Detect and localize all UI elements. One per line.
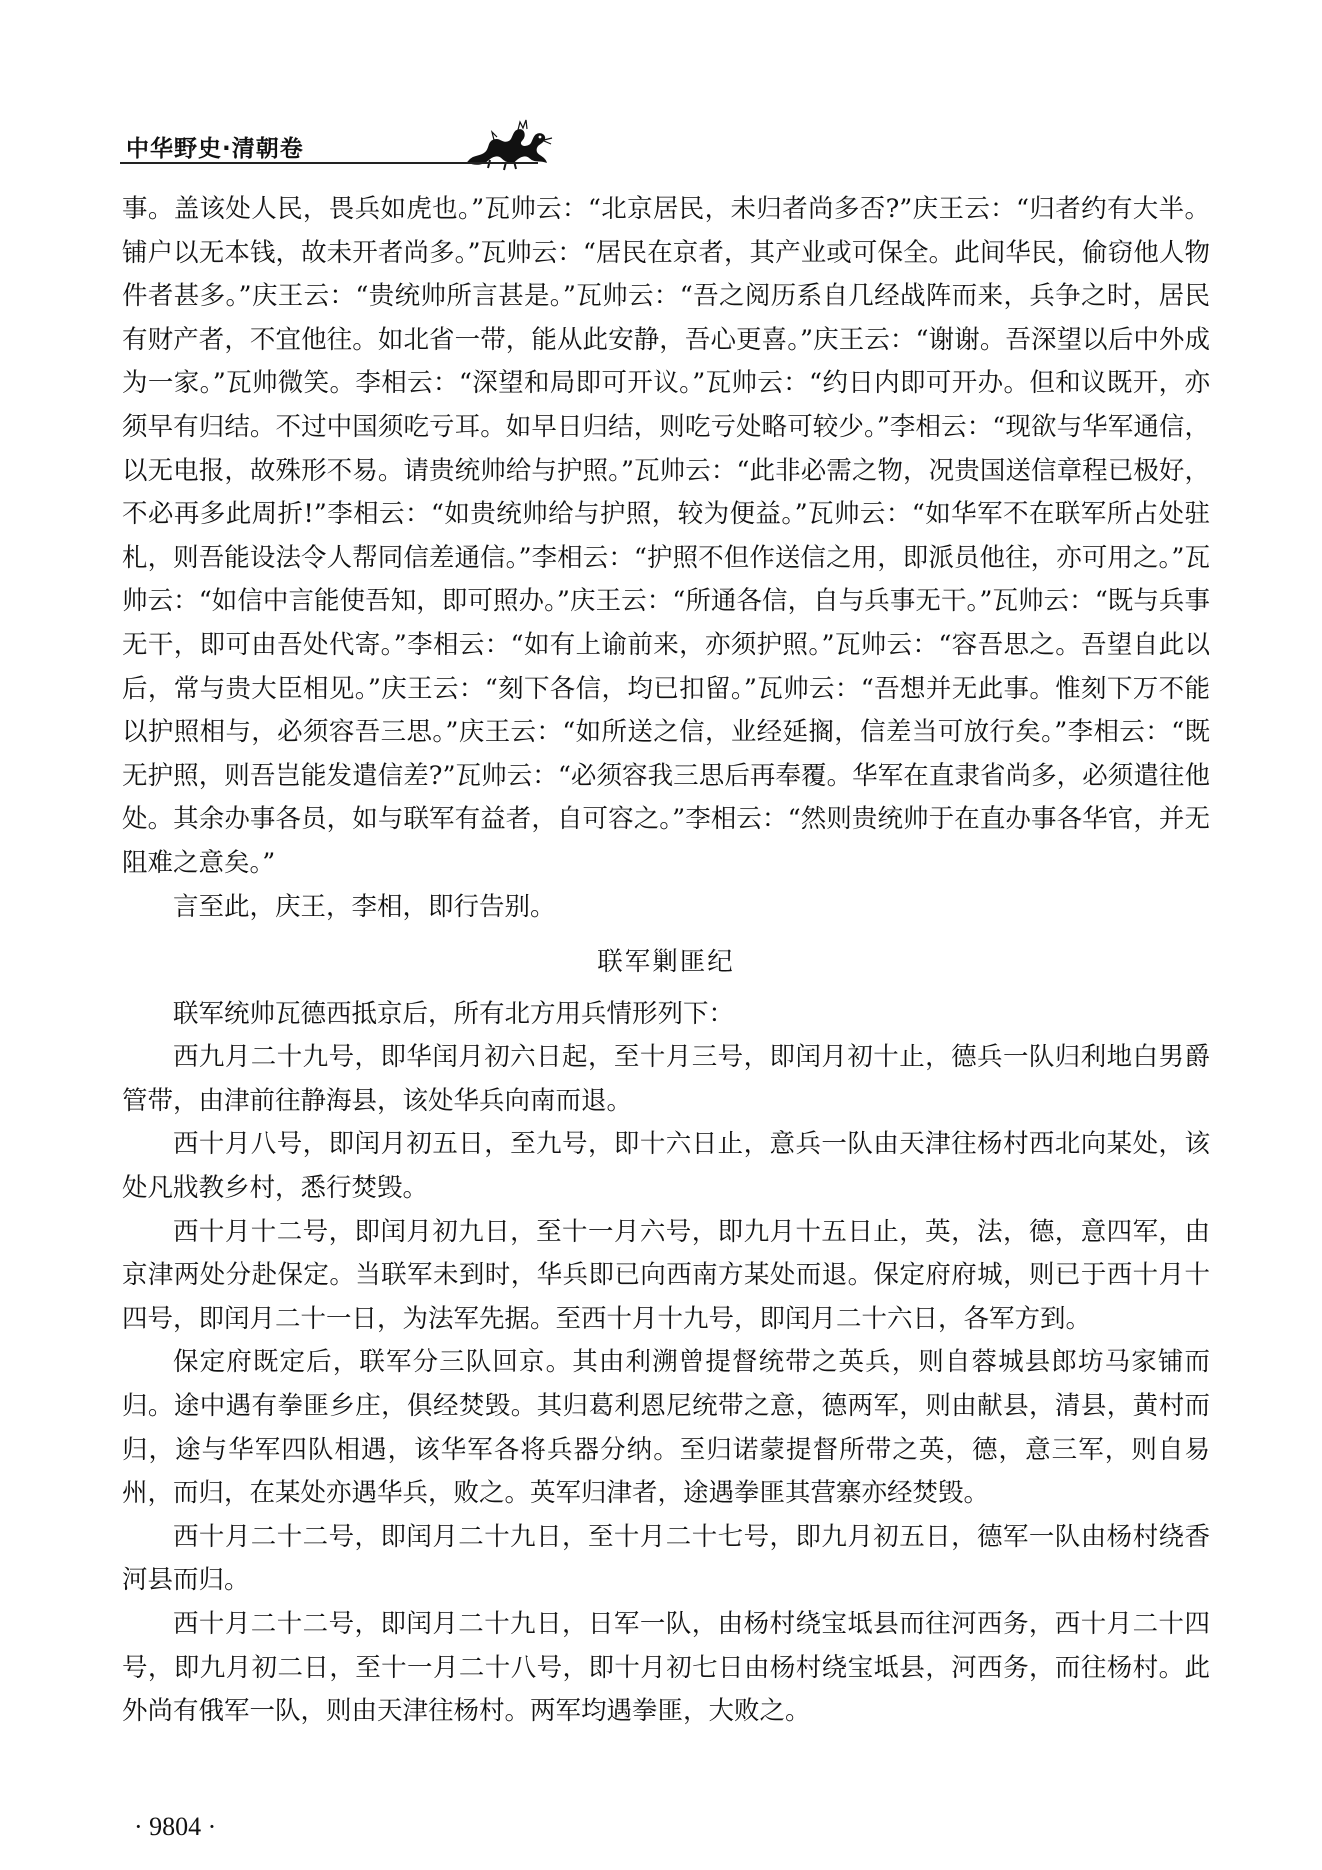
page-body — [122, 188, 1210, 1734]
paragraph: 联军统帅瓦德西抵京后，所有北方用兵情形列下： — [173, 998, 735, 1029]
paragraph: 西十月二十二号，即闰月二十九日，日军一队，由杨村绕宝坻县而往河西务，西十月二十四号，即九月初二日，至十一月二十八号，即十月初七日由杨村绕宝坻县，河西务，而往杨村。此外尚有俄军一队，则由天津往杨村。两军均遇拳匪，大败之。 — [122, 1609, 1210, 1727]
section-heading: 联军剿匪纪 — [597, 947, 735, 978]
paragraph: 西十月二十二号，即闰月二十九日，至十月二十七号，即九月初五日，德军一队由杨村绕香河县而归。 — [122, 1521, 1210, 1596]
header-rule — [120, 162, 538, 164]
paragraph: 言至此，庆王，李相，即行告别。 — [173, 891, 556, 922]
book-title: 中华野史·清朝卷 — [126, 136, 304, 162]
paragraph: 西十月十二号，即闰月初九日，至十一月六号，即九月十五日止，英，法，德，意四军，由京津两处分赴保定。当联军未到时，华兵即已向西南方某处而退。保定府府城，则已于西十月十四号，即闰月二十一日，为法军先据。至西十月十九号，即闰月二十六日，各军方到。 — [122, 1216, 1210, 1334]
paragraph: 西十月八号，即闰月初五日，至九号，即十六日止，意兵一队由天津往杨村西北向某处，该处凡戕教乡村，悉行焚毁。 — [122, 1129, 1210, 1204]
paragraph: 事。盖该处人民，畏兵如虎也。”瓦帅云：“北京居民，未归者尚多否?”庆王云：“归者约有大半。铺户以无本钱，故未开者尚多。”瓦帅云：“居民在京者，其产业或可保全。此间华民，偷窃他人物件者甚多。”庆王云：“贵统帅所言甚是。”瓦帅云：“吾之阅历系自几经战阵而来，兵争之时，居民有财产者，不宜他往。如北省一带，能从此安静，吾心更喜。”庆王云：“谢谢。吾深望以后中外成为一家。”瓦帅微笑。李相云：“深望和局即可开议。”瓦帅云：“约日内即可开办。但和议既开，亦须早有归结。不过中国须吃亏耳。如早日归结，则吃亏处略可较少。”李相云：“现欲与华军通信，以无电报，故殊形不易。请贵统帅给与护照。”瓦帅云：“此非必需之物，况贵国送信章程已极好，不必再多此周折!”李相云：“如贵统帅给与护照，较为便益。”瓦帅云：“如华军不在联军所占处驻札，则吾能设法令人帮同信差通信。”李相云：“护照不但作送信之用，即派员他往，亦可用之。”瓦帅云：“如信中言能使吾知，即可照办。”庆王云：“所通各信，自与兵事无干。”瓦帅云：“既与兵事无干，即可由吾处代寄。”李相云：“如有上谕前来，亦须护照。”瓦帅云：“容吾思之。吾望自此以后，常与贵大臣相见。”庆王云：“刻下各信，均已扣留。”瓦帅云：“吾想并无此事。惟刻下万不能以护照相与，必须容吾三思。”庆王云：“如所送之信，业经延搁，信差当可放行矣。”李相云：“既无护照，则吾岂能发遣信差?”瓦帅云：“必须容我三思后再奉覆。华军在直隶省尚多，必须遣往他处。其余办事各员，如与联军有益者，自可容之。”李相云：“然则贵统帅于在直办事各华官，并无阻难之意矣。” — [122, 194, 1210, 878]
page-number: · 9804 · — [134, 1812, 217, 1841]
paragraph: 西九月二十九号，即华闰月初六日起，至十月三号，即闰月初十止，德兵一队归利地白男爵管带，由津前往静海县，该处华兵向南而退。 — [122, 1042, 1210, 1116]
paragraph: 保定府既定后，联军分三队回京。其由利溯曾提督统带之英兵，则自蓉城县郎坊马家铺而归。途中遇有拳匪乡庄，俱经焚毁。其归葛利恩尼统带之意，德两军，则由献县，清县，黄村而归，途与华军四队相遇，该华军各将兵器分纳。至归诺蒙提督所带之英，德，意三军，则自易州，而归，在某处亦遇华兵，败之。英军归津者，途遇拳匪其营寨亦经焚毁。 — [122, 1347, 1210, 1509]
running-header — [120, 110, 540, 170]
dragon-icon — [460, 114, 556, 174]
